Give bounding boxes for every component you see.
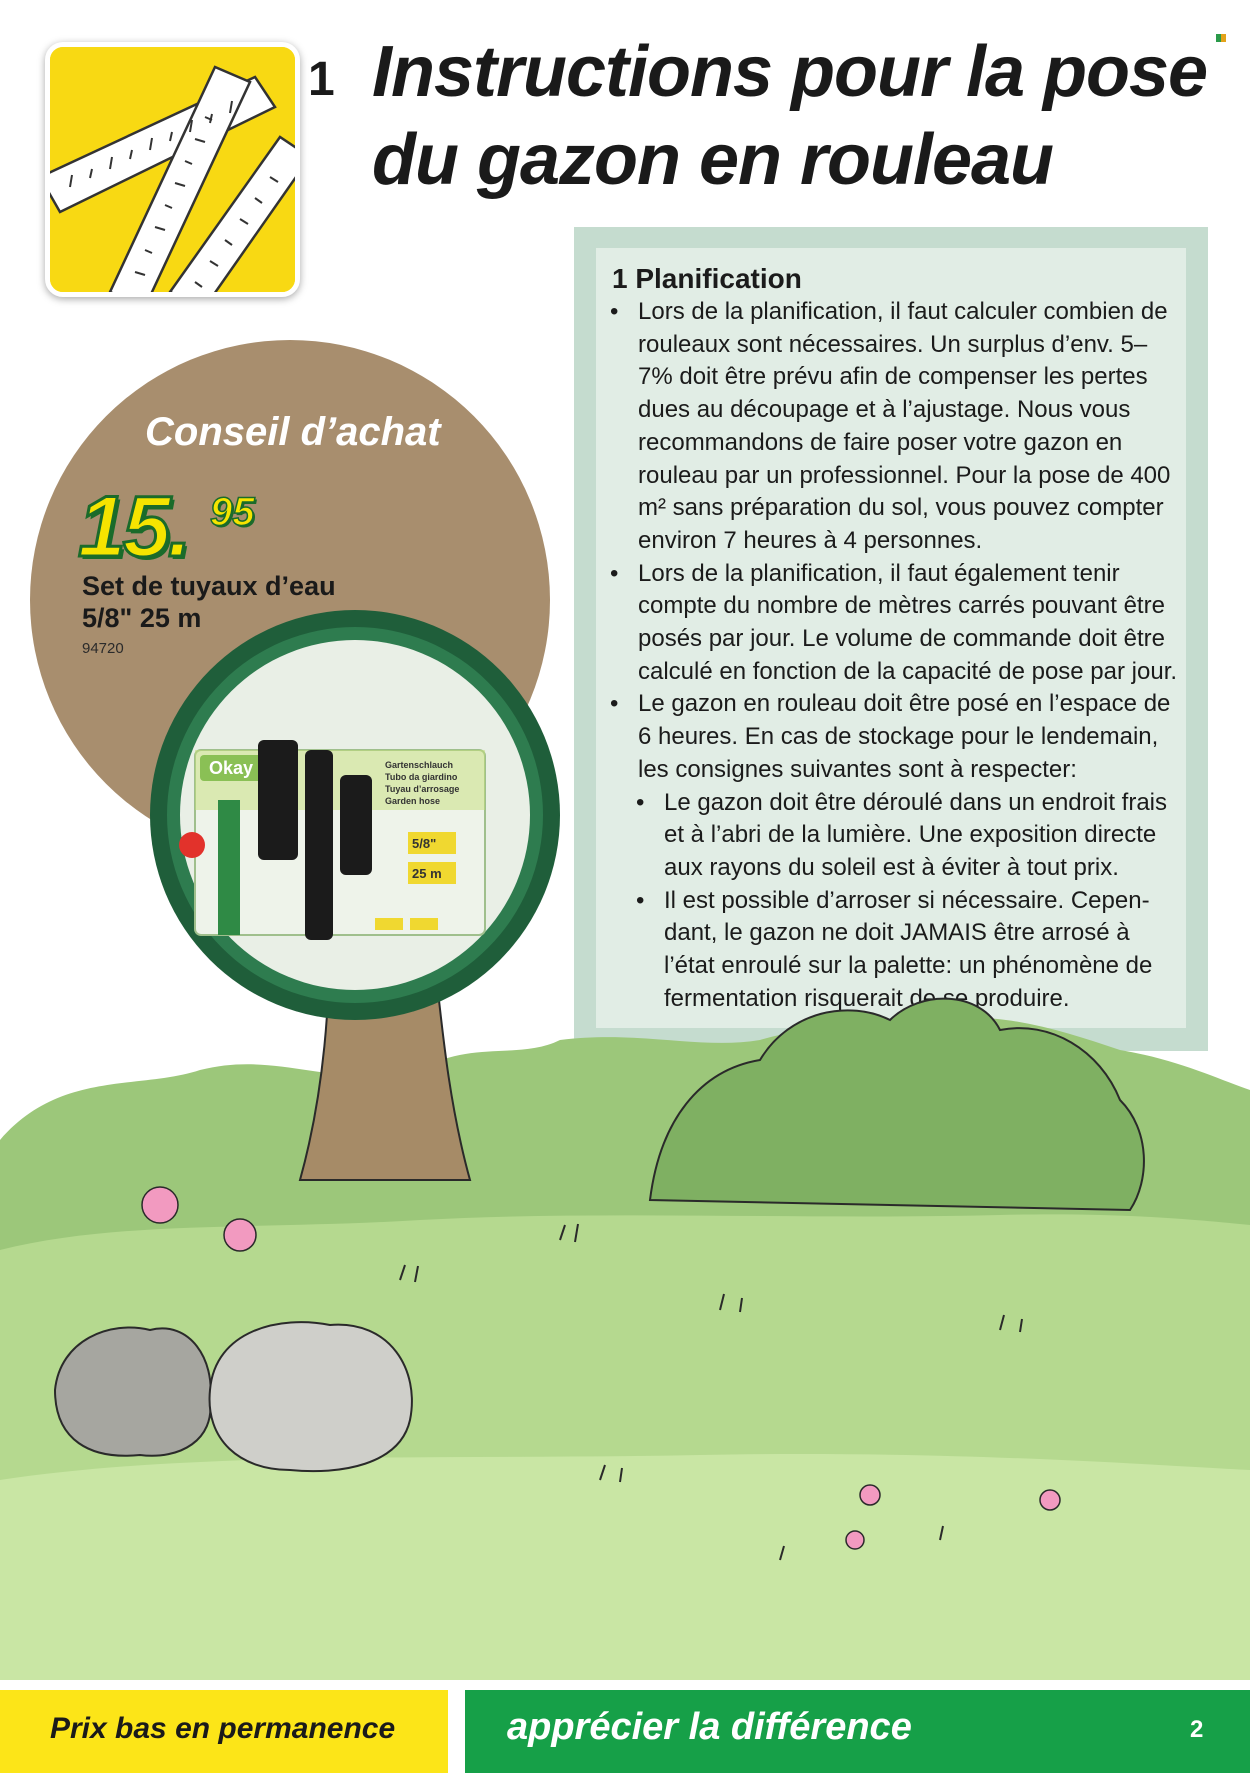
price-cents: 95	[210, 490, 255, 534]
price-main: 15.	[78, 479, 189, 575]
package-line: Tuyau d’arrosage	[385, 784, 460, 794]
sub-bullet-item: • Il est possible d’arroser si nécessaire. Cependant, le gazon ne doit JAMAIS être arrosé à l’état enroulé sur la palette: un phénomène de fermentation risquerait de se produire.	[636, 885, 1180, 1016]
product-code: 94720	[82, 640, 124, 657]
package-line: Tubo da giardino	[385, 772, 458, 782]
info-box-content	[610, 262, 1180, 1015]
page-number: 2	[1190, 1716, 1204, 1743]
page-title: Instructions pour la pose du gazon en rouleau	[372, 32, 1208, 200]
package-brand: Okay	[208, 758, 254, 778]
sub-bullet-item: • Le gazon doit être déroulé dans un endroit frais et à l’abri de la lumière. Une exposition directe aux rayons du soleil est à éviter à tout prix.	[636, 787, 1180, 885]
bullet-list	[610, 296, 1180, 787]
bullet-item: • Lors de la planification, il faut également tenir compte du nombre de mètres carrés pouvant être posés par jour. Le volume de commande doit être calculé en fonction de la capacité de pose par jour.	[610, 558, 1180, 689]
logo-ruler	[45, 42, 300, 297]
product-name-line2: 5/8" 25 m	[82, 603, 202, 633]
garden-illustration	[0, 920, 1250, 1680]
corner-flag-icon	[1216, 34, 1226, 42]
info-heading: 1 Planification	[612, 263, 802, 294]
package-size: 5/8"	[412, 836, 437, 851]
package-line: Gartenschlauch	[385, 760, 454, 770]
hose-product-image	[140, 600, 570, 1030]
footer-left-slogan: Prix bas en permanence	[50, 1712, 396, 1745]
footer-right-slogan: apprécier la différence	[507, 1706, 912, 1748]
bullet-item: • Le gazon en rouleau doit être posé en l’espace de 6 heures. En cas de stockage pour le lendemain, les consignes suivantes sont à respecter:	[610, 688, 1180, 786]
package-length: 25 m	[412, 866, 442, 881]
advice-title: Conseil d’achat	[145, 410, 441, 454]
section-number: 1	[308, 53, 335, 106]
bullet-item: • Lors de la planification, il faut calculer combien de rouleaux sont nécessaires. Un surplus d’env. 5–7% doit être prévu afin de compenser les pertes dues au découpage et à l’ajustage. Nous vous recommandons de faire poser votre gazon en rouleau par un professionnel. Pour la pose de 400 m² sans préparation du sol, vous pouvez compter environ 7 heures à 4 personnes.	[610, 296, 1180, 558]
package-line: Garden hose	[385, 796, 441, 806]
folding-ruler-icon	[50, 47, 295, 292]
product-name-line1: Set de tuyaux d’eau	[82, 571, 336, 601]
